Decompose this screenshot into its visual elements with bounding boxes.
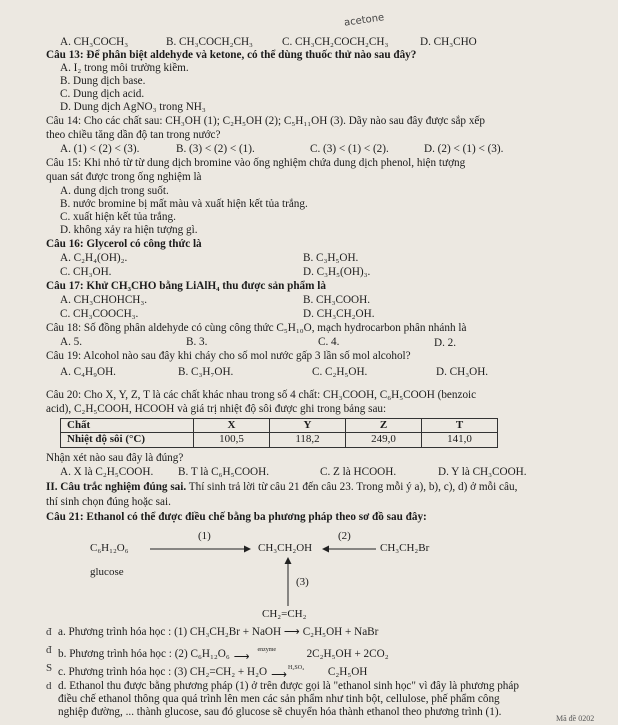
q12-option-b: B. CH₃COCH₂CH₃ bbox=[166, 36, 253, 48]
q21-statement-a: a. Phương trình hóa học : (1) CH₃CH₂Br + NaOH ⟶ C₂H₅OH + NaBr bbox=[58, 626, 379, 638]
q18-option-a: A. 5. bbox=[60, 336, 83, 348]
glucose-formula: C₆H₁₂O₆ bbox=[90, 542, 129, 554]
q18-stem: Câu 18: Số đồng phân aldehyde có cùng công thức C₅H₁₀O, mạch hydrocarbon phân nhánh là bbox=[46, 322, 467, 334]
ethyl-bromide-formula: CH₃CH₂Br bbox=[380, 542, 430, 554]
step-1-label: (1) bbox=[198, 530, 211, 542]
q17-stem: Câu 17: Khử CH₃CHO bằng LiAlH₄ thu được sản phẩm là bbox=[46, 280, 326, 292]
q19-option-b: B. C₃H₇OH. bbox=[178, 366, 234, 378]
q21-statement-d: d. Ethanol thu được bằng phương pháp (1) ở trên được gọi là "ethanol sinh học" vì đây là phương pháp bbox=[58, 680, 519, 692]
q21-stem: Câu 21: Ethanol có thể được điều chế bằng ba phương pháp theo sơ đồ sau đây: bbox=[46, 511, 427, 523]
check-mark-a: đ bbox=[46, 626, 52, 638]
q16-option-d: D. C₃H₅(OH)₃. bbox=[303, 266, 371, 278]
q14-option-c: C. (3) < (1) < (2). bbox=[310, 143, 389, 155]
q12-option-a: A. CH₃COCH₃ bbox=[60, 36, 129, 48]
check-mark-c: S bbox=[46, 662, 53, 674]
ethanol-synthesis-scheme bbox=[90, 530, 430, 630]
footer-code: Mã đề 0202 bbox=[556, 714, 595, 723]
q14-option-a: A. (1) < (2) < (3). bbox=[60, 143, 140, 155]
part2-instruction-cont: thí sinh chọn đúng hoặc sai. bbox=[46, 496, 171, 508]
part2-instruction: II. Câu trắc nghiệm đúng sai. Thí sinh trả lời từ câu 21 đến câu 23. Trong mỗi ý a), b), c), d) ở mỗi câu, bbox=[46, 481, 518, 493]
q16-option-c: C. CH₃OH. bbox=[60, 266, 112, 278]
q13-option-b: B. Dung dịch base. bbox=[60, 75, 146, 87]
check-mark-d: d bbox=[46, 680, 52, 692]
handwritten-note: acetone bbox=[343, 12, 385, 29]
table-row bbox=[61, 419, 498, 433]
q15-stem: Câu 15: Khi nhỏ từ từ dung dịch bromine vào ống nghiệm chứa dung dịch phenol, hiện tượng bbox=[46, 157, 466, 169]
q13-stem: Câu 13: Để phân biệt aldehyde và ketone, có thể dùng thuốc thử nào sau đây? bbox=[46, 49, 417, 61]
table-cell: 100,5 bbox=[194, 433, 270, 447]
q18-option-c: C. 4. bbox=[318, 336, 340, 348]
q12-option-c: C. CH₃CH₂COCH₂CH₃ bbox=[282, 36, 389, 48]
table-cell: 141,0 bbox=[422, 433, 498, 447]
ethanol-formula: CH₃CH₂OH bbox=[258, 542, 313, 554]
check-mark-b: đ bbox=[46, 644, 52, 656]
q19-stem: Câu 19: Alcohol nào sau đây khi cháy cho số mol nước gấp 3 lần số mol alcohol? bbox=[46, 350, 411, 362]
q14-option-b: B. (3) < (2) < (1). bbox=[176, 143, 255, 155]
q17-option-a: A. CH₃CHOHCH₃. bbox=[60, 294, 148, 306]
step-2-label: (2) bbox=[338, 530, 351, 542]
q15-option-b: B. nước bromine bị mất màu và xuất hiện kết tủa trắng. bbox=[60, 198, 308, 210]
q21-statement-d-cont2: nghiệp đường, ... thành glucose, sau đó glucose sẽ chuyển hóa thành ethanol theo phương trình (1). bbox=[58, 706, 502, 718]
table-cell: 118,2 bbox=[270, 433, 346, 447]
table-header-cell: X bbox=[194, 419, 270, 433]
q15-stem-cont: quan sát được trong ống nghiệm là bbox=[46, 171, 202, 183]
boiling-point-table bbox=[60, 418, 498, 448]
q20-option-c: C. Z là HCOOH. bbox=[320, 466, 397, 478]
q20-stem: Câu 20: Cho X, Y, Z, T là các chất khác nhau trong số 4 chất: CH₃COOH, C₆H₅COOH (benzoic bbox=[46, 389, 477, 401]
q21-statement-d-cont: điều chế ethanol thông qua quá trình lên men các sản phẩm như tinh bột, cellulose, phế phẩm công bbox=[58, 693, 500, 705]
q13-option-d: D. Dung dịch AgNO₃ trong NH₃ bbox=[60, 101, 206, 113]
table-header-cell: Chất bbox=[61, 419, 194, 433]
q13-option-a: A. I₂ trong môi trường kiềm. bbox=[60, 62, 189, 74]
q14-stem: Câu 14: Cho các chất sau: CH₃OH (1); C₂H₅OH (2); C₅H₁₁OH (3). Dãy nào sau đây được sắp xếp bbox=[46, 115, 485, 127]
glucose-label: glucose bbox=[90, 566, 124, 578]
q20-stem-cont: acid), C₂H₅COOH, HCOOH và giá trị nhiệt độ sôi được ghi trong bảng sau: bbox=[46, 403, 387, 415]
q14-stem-cont: theo chiều tăng dần độ tan trong nước? bbox=[46, 129, 221, 141]
q19-option-d: D. CH₃OH. bbox=[436, 366, 489, 378]
table-row bbox=[61, 433, 498, 447]
q15-option-d: D. không xảy ra hiện tượng gì. bbox=[60, 224, 198, 236]
q20-option-b: B. T là C₆H₅COOH. bbox=[178, 466, 269, 478]
q14-option-d: D. (2) < (1) < (3). bbox=[424, 143, 504, 155]
table-cell: 249,0 bbox=[346, 433, 422, 447]
q15-option-a: A. dung dịch trong suốt. bbox=[60, 185, 169, 197]
q20-question: Nhận xét nào sau đây là đúng? bbox=[46, 452, 184, 464]
q17-option-d: D. CH₃CH₂OH. bbox=[303, 308, 375, 320]
q18-option-b: B. 3. bbox=[186, 336, 208, 348]
scheme-arrows bbox=[90, 530, 420, 630]
q13-option-c: C. Dung dịch acid. bbox=[60, 88, 145, 100]
q16-option-a: A. C₂H₄(OH)₂. bbox=[60, 252, 128, 264]
q15-option-c: C. xuất hiện kết tủa trắng. bbox=[60, 211, 176, 223]
q18-option-d: D. 2. bbox=[434, 337, 457, 349]
q21-statement-c: c. Phương trình hóa học : (3) CH₂=CH₂ + H₂O H₂SO₄ ⟶ C₂H₅OH bbox=[58, 665, 368, 681]
table-header-cell: Y bbox=[270, 419, 346, 433]
q20-option-d: D. Y là CH₃COOH. bbox=[438, 466, 527, 478]
step-3-label: (3) bbox=[296, 576, 309, 588]
q16-option-b: B. C₃H₅OH. bbox=[303, 252, 359, 264]
q12-option-d: D. CH₃CHO bbox=[420, 36, 477, 48]
q17-option-c: C. CH₃COOCH₃. bbox=[60, 308, 139, 320]
table-header-cell: T bbox=[422, 419, 498, 433]
table-row-label: Nhiệt độ sôi (°C) bbox=[61, 433, 194, 447]
ethylene-formula: CH₂=CH₂ bbox=[262, 608, 307, 620]
q17-option-b: B. CH₃COOH. bbox=[303, 294, 370, 306]
table-header-cell: Z bbox=[346, 419, 422, 433]
q19-option-a: A. C₄H₉OH. bbox=[60, 366, 116, 378]
q21-statement-b: b. Phương trình hóa học : (2) C₆H₁₂O₆ enzyme ⟶ 2C₂H₅OH + 2CO₂ bbox=[58, 647, 389, 663]
q20-option-a: A. X là C₂H₅COOH. bbox=[60, 466, 154, 478]
q19-option-c: C. C₂H₅OH. bbox=[312, 366, 368, 378]
q16-stem: Câu 16: Glycerol có công thức là bbox=[46, 238, 202, 250]
